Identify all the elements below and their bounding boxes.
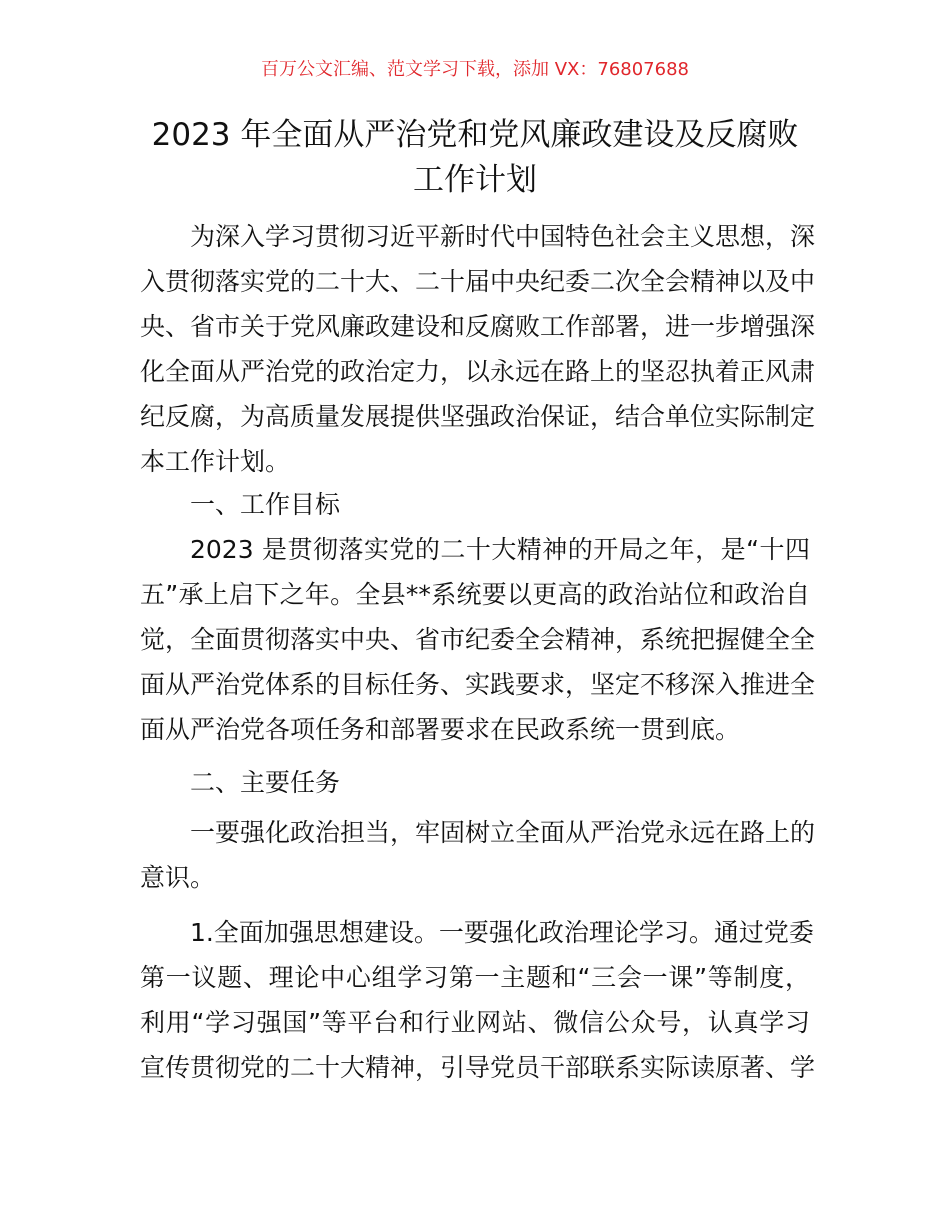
text-line: 本工作计划。	[140, 447, 291, 476]
text-line: 纪反腐，为高质量发展提供坚强政治保证，结合单位实际制定	[140, 402, 816, 431]
section-heading-goals: 一、工作目标	[190, 490, 341, 519]
document-title-line-2: 工作计划	[413, 162, 537, 198]
text-line: 央、省市关于党风廉政建设和反腐败工作部署，进一步增强深	[140, 312, 816, 341]
section-heading-tasks: 二、主要任务	[190, 768, 341, 797]
text-line: 面从严治党体系的目标任务、实践要求，坚定不移深入推进全	[140, 670, 816, 699]
text-line: 五”承上启下之年。全县**系统要以更高的政治站位和政治自	[140, 580, 810, 609]
text-line: 为深入学习贯彻习近平新时代中国特色社会主义思想，深	[190, 222, 816, 251]
document-title-line-1: 2023 年全面从严治党和党风廉政建设及反腐败	[151, 117, 799, 153]
text-line: 觉，全面贯彻落实中央、省市纪委全会精神，系统把握健全全	[140, 625, 816, 654]
text-line: 入贯彻落实党的二十大、二十届中央纪委二次全会精神以及中	[140, 267, 816, 296]
text-line: 意识。	[140, 863, 216, 892]
header-notice: 百万公文汇编、范文学习下载，添加 VX：76807688	[261, 59, 689, 80]
text-line: 1.全面加强思想建设。一要强化政治理论学习。通过党委	[190, 918, 814, 947]
text-line: 利用“学习强国”等平台和行业网站、微信公众号，认真学习	[140, 1008, 810, 1037]
text-line: 2023 是贯彻落实党的二十大精神的开局之年，是“十四	[190, 535, 810, 564]
text-line: 面从严治党各项任务和部署要求在民政系统一贯到底。	[140, 715, 741, 744]
text-line: 宣传贯彻党的二十大精神，引导党员干部联系实际读原著、学	[140, 1053, 816, 1082]
text-line: 第一议题、理论中心组学习第一主题和“三会一课”等制度，	[140, 963, 810, 992]
text-line: 一要强化政治担当，牢固树立全面从严治党永远在路上的	[190, 818, 816, 847]
text-line: 化全面从严治党的政治定力，以永远在路上的坚忍执着正风肃	[140, 357, 816, 386]
